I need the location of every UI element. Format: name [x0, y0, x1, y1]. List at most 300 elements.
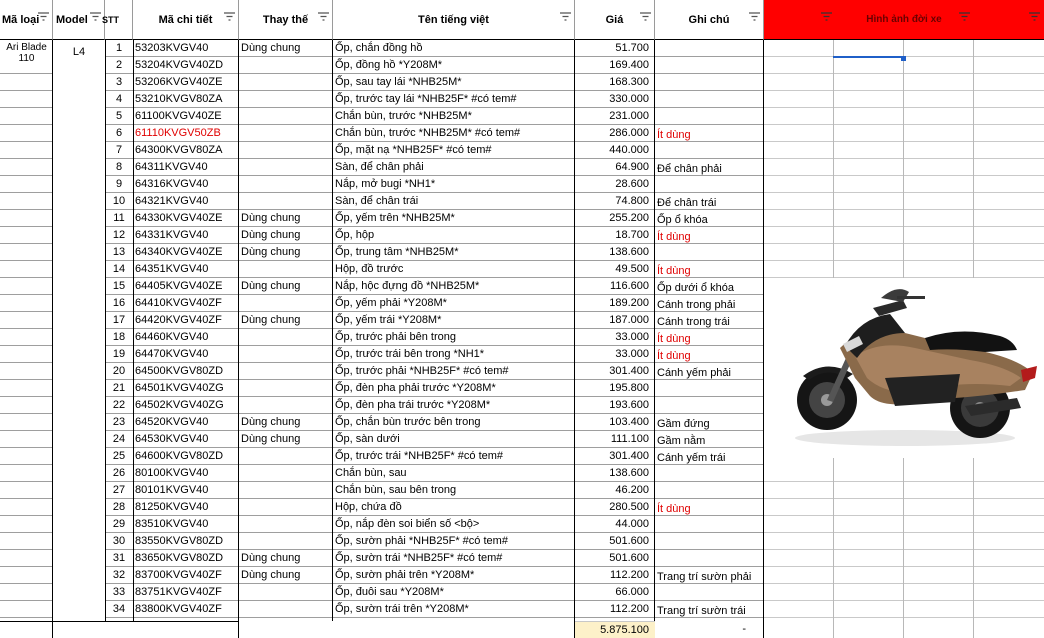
cell-note[interactable] [655, 74, 764, 91]
header-model[interactable] [53, 0, 105, 40]
cell-name[interactable]: Ốp, hộp [333, 227, 575, 244]
cell-name[interactable]: Sàn, để chân trái [333, 193, 575, 210]
cell-x4[interactable] [974, 159, 1044, 176]
cell-stt[interactable]: 17 [105, 312, 133, 329]
cell-x2[interactable] [834, 244, 904, 261]
cell-price[interactable]: 51.700 [575, 40, 655, 57]
cell-x3[interactable] [904, 159, 974, 176]
cell-name[interactable]: Ốp, trước trái *NHB25F* #có tem# [333, 448, 575, 465]
cell-stt[interactable]: 12 [105, 227, 133, 244]
cell-code[interactable]: 83700KVGV40ZF [133, 567, 239, 584]
cell-price[interactable]: 49.500 [575, 261, 655, 278]
cell-name[interactable]: Ốp, sườn trái trên *Y208M* [333, 601, 575, 618]
cell-x3[interactable] [904, 40, 974, 57]
cell-price[interactable]: 501.600 [575, 533, 655, 550]
cell-x3[interactable] [904, 261, 974, 278]
cell-x2[interactable] [834, 516, 904, 533]
cell-name[interactable]: Ốp, sườn phải *NHB25F* #có tem# [333, 533, 575, 550]
cell-note[interactable] [655, 482, 764, 499]
cell-x4[interactable] [974, 550, 1044, 567]
cell-x4[interactable] [974, 125, 1044, 142]
header-hinh-anh[interactable] [764, 0, 1044, 40]
cell-replace[interactable] [239, 91, 333, 108]
cell-x2[interactable] [834, 210, 904, 227]
cell-code[interactable]: 83550KVGV80ZD [133, 533, 239, 550]
cell-name[interactable]: Ốp, yếm trái *Y208M* [333, 312, 575, 329]
cell-x3[interactable] [904, 91, 974, 108]
cell-x4[interactable] [974, 176, 1044, 193]
cell-code[interactable]: 64340KVGV40ZE [133, 244, 239, 261]
cell-replace[interactable] [239, 346, 333, 363]
header-thay-the[interactable] [239, 0, 333, 40]
cell-x3[interactable] [904, 57, 974, 74]
cell-stt[interactable]: 3 [105, 74, 133, 91]
cell-name[interactable]: Ốp, mặt nạ *NHB25F* #có tem# [333, 142, 575, 159]
cell-x2[interactable] [834, 533, 904, 550]
cell-x4[interactable] [974, 91, 1044, 108]
cell-stt[interactable]: 4 [105, 91, 133, 108]
cell-price[interactable]: 440.000 [575, 142, 655, 159]
cell-price[interactable]: 280.500 [575, 499, 655, 516]
header-ghi-chu[interactable] [655, 0, 764, 40]
cell-x2[interactable] [834, 465, 904, 482]
cell-stt[interactable]: 33 [105, 584, 133, 601]
cell-replace[interactable]: Dùng chung [239, 278, 333, 295]
cell-x2[interactable] [834, 261, 904, 278]
cell-price[interactable]: 64.900 [575, 159, 655, 176]
cell-x1[interactable] [764, 584, 834, 601]
cell-x4[interactable] [974, 40, 1044, 57]
cell-x1[interactable] [764, 516, 834, 533]
cell-x2[interactable] [834, 159, 904, 176]
cell-replace[interactable] [239, 142, 333, 159]
cell-stt[interactable]: 26 [105, 465, 133, 482]
cell-replace[interactable] [239, 108, 333, 125]
cell-replace[interactable] [239, 601, 333, 618]
cell-x3[interactable] [904, 227, 974, 244]
cell-replace[interactable] [239, 516, 333, 533]
cell-x3[interactable] [904, 550, 974, 567]
cell-note[interactable]: Gầm nằm [655, 431, 764, 448]
cell-x3[interactable] [904, 482, 974, 499]
cell-name[interactable]: Ốp, trước trái bên trong *NH1* [333, 346, 575, 363]
cell-replace[interactable]: Dùng chung [239, 40, 333, 57]
cell-name[interactable]: Ốp, đồng hồ *Y208M* [333, 57, 575, 74]
cell-name[interactable]: Nắp, hộc đựng đồ *NHB25M* [333, 278, 575, 295]
cell-x1[interactable] [764, 159, 834, 176]
cell-price[interactable]: 44.000 [575, 516, 655, 533]
cell-name[interactable]: Chắn bùn, sau bên trong [333, 482, 575, 499]
cell-name[interactable]: Ốp, chắn bùn trước bên trong [333, 414, 575, 431]
cell-replace[interactable] [239, 482, 333, 499]
cell-code[interactable]: 53203KVGV40 [133, 40, 239, 57]
cell-stt[interactable]: 34 [105, 601, 133, 618]
cell-stt[interactable]: 22 [105, 397, 133, 414]
filter-icon[interactable] [90, 12, 101, 22]
cell-x2[interactable] [834, 584, 904, 601]
cell-name[interactable]: Ốp, chắn đồng hồ [333, 40, 575, 57]
cell-x3[interactable] [904, 108, 974, 125]
cell-price[interactable]: 286.000 [575, 125, 655, 142]
cell-note[interactable] [655, 244, 764, 261]
cell-x3[interactable] [904, 193, 974, 210]
cell-stt[interactable]: 11 [105, 210, 133, 227]
cell-note[interactable]: Cánh trong trái [655, 312, 764, 329]
filter-icon[interactable] [224, 12, 235, 22]
cell-name[interactable]: Chắn bùn, trước *NHB25M* [333, 108, 575, 125]
cell-stt[interactable]: 16 [105, 295, 133, 312]
cell-replace[interactable] [239, 363, 333, 380]
cell-price[interactable]: 33.000 [575, 346, 655, 363]
cell-note[interactable]: Trang trí sườn phải [655, 567, 764, 584]
cell-x2[interactable] [834, 567, 904, 584]
cell-note[interactable]: Ít dùng [655, 227, 764, 244]
cell-x4[interactable] [974, 465, 1044, 482]
cell-replace[interactable] [239, 74, 333, 91]
cell-note[interactable]: Cánh trong phải [655, 295, 764, 312]
cell-code[interactable]: 64311KVGV40 [133, 159, 239, 176]
cell-replace[interactable] [239, 193, 333, 210]
active-cell-selection[interactable] [833, 40, 904, 58]
cell-x2[interactable] [834, 601, 904, 618]
cell-stt[interactable]: 2 [105, 57, 133, 74]
cell-name[interactable]: Ốp, trước phải *NHB25F* #có tem# [333, 363, 575, 380]
cell-replace[interactable]: Dùng chung [239, 567, 333, 584]
cell-x3[interactable] [904, 176, 974, 193]
cell-x4[interactable] [974, 57, 1044, 74]
cell-stt[interactable]: 31 [105, 550, 133, 567]
cell-replace[interactable] [239, 176, 333, 193]
cell-stt[interactable]: 7 [105, 142, 133, 159]
cell-x1[interactable] [764, 125, 834, 142]
cell-price[interactable]: 74.800 [575, 193, 655, 210]
cell-x4[interactable] [974, 227, 1044, 244]
cell-price[interactable]: 168.300 [575, 74, 655, 91]
cell-x3[interactable] [904, 465, 974, 482]
cell-note[interactable] [655, 91, 764, 108]
cell-price[interactable]: 301.400 [575, 448, 655, 465]
cell-replace[interactable]: Dùng chung [239, 210, 333, 227]
cell-note[interactable]: Cánh yếm trái [655, 448, 764, 465]
cell-stt[interactable]: 6 [105, 125, 133, 142]
cell-x3[interactable] [904, 584, 974, 601]
cell-name[interactable]: Ốp, sườn trái *NHB25F* #có tem# [333, 550, 575, 567]
cell-note[interactable]: Ốp ổ khóa [655, 210, 764, 227]
cell-x1[interactable] [764, 465, 834, 482]
cell-code[interactable]: 53206KVGV40ZE [133, 74, 239, 91]
cell-name[interactable]: Nắp, mở bugi *NH1* [333, 176, 575, 193]
cell-x4[interactable] [974, 261, 1044, 278]
cell-note[interactable] [655, 142, 764, 159]
cell-name[interactable]: Ốp, sau tay lái *NHB25M* [333, 74, 575, 91]
cell-name[interactable]: Ốp, đèn pha phải trước *Y208M* [333, 380, 575, 397]
cell-replace[interactable] [239, 261, 333, 278]
cell-x2[interactable] [834, 227, 904, 244]
cell-x1[interactable] [764, 601, 834, 618]
cell-code[interactable]: 61110KVGV50ZB [133, 125, 239, 142]
cell-x3[interactable] [904, 210, 974, 227]
cell-code[interactable]: 64500KVGV80ZD [133, 363, 239, 380]
cell-code[interactable]: 64501KVGV40ZG [133, 380, 239, 397]
filter-icon[interactable] [821, 12, 832, 22]
cell-replace[interactable]: Dùng chung [239, 312, 333, 329]
cell-model[interactable] [53, 40, 105, 621]
cell-price[interactable]: 330.000 [575, 91, 655, 108]
cell-code[interactable]: 64405KVGV40ZE [133, 278, 239, 295]
cell-x1[interactable] [764, 567, 834, 584]
header-ma-loai[interactable] [0, 0, 53, 40]
cell-x4[interactable] [974, 193, 1044, 210]
cell-x1[interactable] [764, 108, 834, 125]
cell-price[interactable]: 138.600 [575, 465, 655, 482]
cell-note[interactable] [655, 550, 764, 567]
cell-note[interactable] [655, 57, 764, 74]
cell-x1[interactable] [764, 176, 834, 193]
total-price-cell[interactable] [575, 621, 655, 638]
cell-x4[interactable] [974, 74, 1044, 91]
cell-note[interactable]: Ít dùng [655, 261, 764, 278]
cell-note[interactable]: Ốp dưới ổ khóa [655, 278, 764, 295]
cell-note[interactable] [655, 108, 764, 125]
cell-name[interactable]: Sàn, để chân phải [333, 159, 575, 176]
cell-price[interactable]: 231.000 [575, 108, 655, 125]
cell-code[interactable]: 64300KVGV80ZA [133, 142, 239, 159]
cell-replace[interactable] [239, 380, 333, 397]
cell-replace[interactable] [239, 125, 333, 142]
cell-x3[interactable] [904, 125, 974, 142]
cell-code[interactable]: 64321KVGV40 [133, 193, 239, 210]
header-gia[interactable] [575, 0, 655, 40]
cell-name[interactable]: Ốp, sàn dưới [333, 431, 575, 448]
cell-x1[interactable] [764, 91, 834, 108]
cell-note[interactable] [655, 533, 764, 550]
cell-replace[interactable] [239, 499, 333, 516]
cell-code[interactable]: 64316KVGV40 [133, 176, 239, 193]
filter-icon[interactable] [959, 12, 970, 22]
cell-replace[interactable]: Dùng chung [239, 431, 333, 448]
cell-note[interactable] [655, 380, 764, 397]
cell-code[interactable]: 64502KVGV40ZG [133, 397, 239, 414]
filter-icon[interactable] [749, 12, 760, 22]
cell-replace[interactable] [239, 329, 333, 346]
cell-x2[interactable] [834, 499, 904, 516]
cell-x4[interactable] [974, 142, 1044, 159]
cell-x4[interactable] [974, 482, 1044, 499]
cell-code[interactable]: 80101KVGV40 [133, 482, 239, 499]
cell-x3[interactable] [904, 499, 974, 516]
cell-replace[interactable] [239, 397, 333, 414]
cell-x1[interactable] [764, 227, 834, 244]
cell-name[interactable]: Chắn bùn, trước *NHB25M* #có tem# [333, 125, 575, 142]
cell-x1[interactable] [764, 550, 834, 567]
cell-note[interactable]: Gầm đứng [655, 414, 764, 431]
cell-note[interactable]: Ít dùng [655, 329, 764, 346]
cell-name[interactable]: Ốp, yếm phải *Y208M* [333, 295, 575, 312]
cell-name[interactable]: Ốp, trước phải bên trong [333, 329, 575, 346]
cell-name[interactable]: Chắn bùn, sau [333, 465, 575, 482]
cell-note[interactable]: Để chân phải [655, 159, 764, 176]
cell-replace[interactable] [239, 448, 333, 465]
cell-price[interactable]: 255.200 [575, 210, 655, 227]
cell-replace[interactable] [239, 159, 333, 176]
cell-code[interactable]: 64460KVGV40 [133, 329, 239, 346]
cell-code[interactable]: 80100KVGV40 [133, 465, 239, 482]
cell-x4[interactable] [974, 499, 1044, 516]
cell-price[interactable]: 66.000 [575, 584, 655, 601]
cell-code[interactable]: 64600KVGV80ZD [133, 448, 239, 465]
cell-x3[interactable] [904, 142, 974, 159]
cell-x4[interactable] [974, 584, 1044, 601]
cell-x2[interactable] [834, 550, 904, 567]
cell-note[interactable] [655, 397, 764, 414]
cell-stt[interactable]: 28 [105, 499, 133, 516]
cell-replace[interactable] [239, 57, 333, 74]
cell-x2[interactable] [834, 125, 904, 142]
header-ten-tieng-viet[interactable] [333, 0, 575, 40]
cell-ma-loai[interactable] [0, 40, 53, 621]
cell-name[interactable]: Ốp, đèn pha trái trước *Y208M* [333, 397, 575, 414]
cell-price[interactable]: 111.100 [575, 431, 655, 448]
cell-x2[interactable] [834, 57, 904, 74]
cell-code[interactable]: 81250KVGV40 [133, 499, 239, 516]
cell-replace[interactable]: Dùng chung [239, 244, 333, 261]
cell-x3[interactable] [904, 74, 974, 91]
cell-stt[interactable]: 13 [105, 244, 133, 261]
filter-icon[interactable] [640, 12, 651, 22]
cell-name[interactable]: Hộp, đồ trước [333, 261, 575, 278]
cell-name[interactable]: Ốp, trung tâm *NHB25M* [333, 244, 575, 261]
cell-x2[interactable] [834, 91, 904, 108]
cell-x1[interactable] [764, 533, 834, 550]
cell-stt[interactable]: 8 [105, 159, 133, 176]
cell-code[interactable]: 83650KVGV80ZD [133, 550, 239, 567]
cell-stt[interactable]: 30 [105, 533, 133, 550]
cell-name[interactable]: Ốp, trước tay lái *NHB25F* #có tem# [333, 91, 575, 108]
cell-x4[interactable] [974, 516, 1044, 533]
cell-note[interactable]: Ít dùng [655, 125, 764, 142]
cell-stt[interactable]: 20 [105, 363, 133, 380]
cell-name[interactable]: Hộp, chứa đồ [333, 499, 575, 516]
cell-replace[interactable]: Dùng chung [239, 550, 333, 567]
cell-price[interactable]: 301.400 [575, 363, 655, 380]
cell-note[interactable] [655, 176, 764, 193]
header-ma-chi-tiet[interactable] [133, 0, 239, 40]
cell-x1[interactable] [764, 244, 834, 261]
motorbike-image[interactable] [785, 278, 1043, 458]
cell-stt[interactable]: 23 [105, 414, 133, 431]
cell-note[interactable]: Ít dùng [655, 346, 764, 363]
cell-code[interactable]: 64331KVGV40 [133, 227, 239, 244]
cell-price[interactable]: 28.600 [575, 176, 655, 193]
cell-stt[interactable]: 9 [105, 176, 133, 193]
cell-x2[interactable] [834, 74, 904, 91]
cell-price[interactable]: 112.200 [575, 567, 655, 584]
cell-price[interactable]: 169.400 [575, 57, 655, 74]
filter-icon[interactable] [318, 12, 329, 22]
cell-stt[interactable]: 32 [105, 567, 133, 584]
cell-x4[interactable] [974, 533, 1044, 550]
cell-price[interactable]: 18.700 [575, 227, 655, 244]
cell-code[interactable]: 83510KVGV40 [133, 516, 239, 533]
cell-price[interactable]: 33.000 [575, 329, 655, 346]
cell-price[interactable]: 187.000 [575, 312, 655, 329]
cell-stt[interactable]: 1 [105, 40, 133, 57]
cell-x1[interactable] [764, 193, 834, 210]
cell-price[interactable]: 138.600 [575, 244, 655, 261]
cell-stt[interactable]: 25 [105, 448, 133, 465]
cell-x2[interactable] [834, 193, 904, 210]
cell-note[interactable]: Ít dùng [655, 499, 764, 516]
cell-name[interactable]: Ốp, sườn phải trên *Y208M* [333, 567, 575, 584]
cell-price[interactable]: 46.200 [575, 482, 655, 499]
cell-x4[interactable] [974, 108, 1044, 125]
cell-code[interactable]: 64410KVGV40ZF [133, 295, 239, 312]
cell-price[interactable]: 189.200 [575, 295, 655, 312]
cell-replace[interactable] [239, 533, 333, 550]
cell-x2[interactable] [834, 142, 904, 159]
cell-x2[interactable] [834, 482, 904, 499]
cell-name[interactable]: Ốp, yếm trên *NHB25M* [333, 210, 575, 227]
cell-code[interactable]: 53204KVGV40ZD [133, 57, 239, 74]
cell-x4[interactable] [974, 601, 1044, 618]
cell-x1[interactable] [764, 482, 834, 499]
cell-code[interactable]: 64330KVGV40ZE [133, 210, 239, 227]
cell-replace[interactable] [239, 295, 333, 312]
cell-stt[interactable]: 15 [105, 278, 133, 295]
cell-x1[interactable] [764, 499, 834, 516]
cell-replace[interactable]: Dùng chung [239, 414, 333, 431]
cell-stt[interactable]: 21 [105, 380, 133, 397]
cell-x4[interactable] [974, 244, 1044, 261]
cell-stt[interactable]: 19 [105, 346, 133, 363]
cell-x1[interactable] [764, 40, 834, 57]
cell-price[interactable]: 116.600 [575, 278, 655, 295]
cell-code[interactable]: 64520KVGV40 [133, 414, 239, 431]
cell-stt[interactable]: 14 [105, 261, 133, 278]
cell-note[interactable] [655, 465, 764, 482]
cell-x2[interactable] [834, 176, 904, 193]
cell-x1[interactable] [764, 261, 834, 278]
cell-price[interactable]: 195.800 [575, 380, 655, 397]
cell-price[interactable]: 112.200 [575, 601, 655, 618]
cell-code[interactable]: 64470KVGV40 [133, 346, 239, 363]
cell-x3[interactable] [904, 244, 974, 261]
cell-note[interactable] [655, 584, 764, 601]
cell-x4[interactable] [974, 567, 1044, 584]
cell-x2[interactable] [834, 108, 904, 125]
cell-replace[interactable] [239, 465, 333, 482]
filter-icon[interactable] [38, 12, 49, 22]
cell-code[interactable]: 83751KVGV40ZF [133, 584, 239, 601]
cell-price[interactable]: 193.600 [575, 397, 655, 414]
cell-stt[interactable]: 10 [105, 193, 133, 210]
cell-code[interactable]: 83800KVGV40ZF [133, 601, 239, 618]
cell-name[interactable]: Ốp, đuôi sau *Y208M* [333, 584, 575, 601]
cell-x1[interactable] [764, 57, 834, 74]
total-note-cell[interactable] [655, 621, 764, 638]
fill-handle[interactable] [901, 56, 906, 61]
cell-note[interactable] [655, 516, 764, 533]
cell-replace[interactable]: Dùng chung [239, 227, 333, 244]
cell-x3[interactable] [904, 516, 974, 533]
cell-note[interactable]: Cánh yếm phải [655, 363, 764, 380]
cell-x4[interactable] [974, 210, 1044, 227]
cell-code[interactable]: 64420KVGV40ZF [133, 312, 239, 329]
cell-code[interactable]: 61100KVGV40ZE [133, 108, 239, 125]
cell-code[interactable]: 64530KVGV40 [133, 431, 239, 448]
cell-x1[interactable] [764, 74, 834, 91]
cell-x3[interactable] [904, 533, 974, 550]
